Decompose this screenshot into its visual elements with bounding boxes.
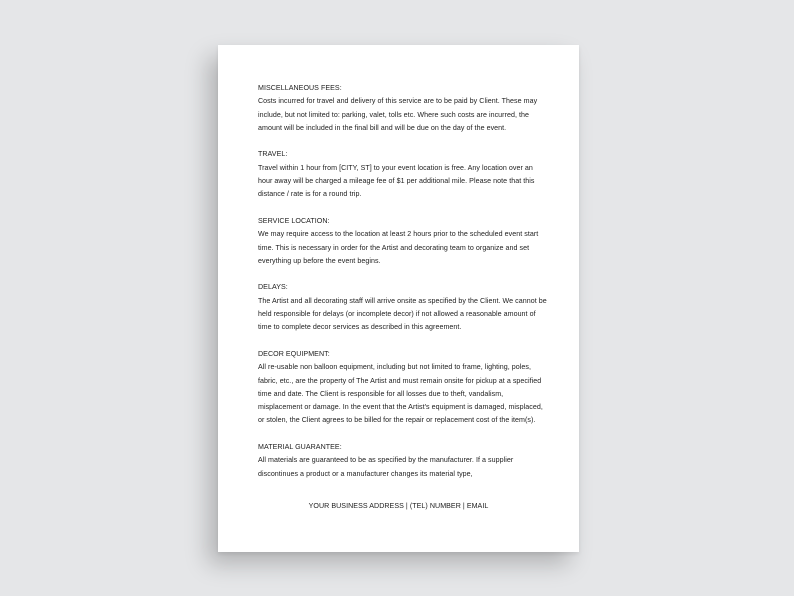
document-page <box>218 45 579 552</box>
section-line: All materials are guaranteed to be as specified by the manufacturer. If a supplier <box>258 456 514 465</box>
section-line: hour away will be charged a mileage fee of $1 per additional mile. Please note that this <box>258 177 535 186</box>
section-line: misplacement or damage. In the event that the Artist's equipment is damaged, misplaced, <box>258 403 543 412</box>
section-line: Costs incurred for travel and delivery of this service are to be paid by Client. These may <box>258 97 538 106</box>
section-line: time and date. The Client is responsible for all losses due to theft, vandalism, <box>258 389 504 398</box>
section-travel <box>258 148 548 201</box>
section-line: All re-usable non balloon equipment, including but not limited to frame, lighting, poles, <box>258 363 531 372</box>
section-decor-equipment <box>258 348 548 428</box>
section-line: time. This is necessary in order for the Artist and decorating team to organize and set <box>258 243 530 252</box>
section-line: We may require access to the location at least 2 hours prior to the scheduled event start <box>258 230 539 239</box>
document-footer: YOUR BUSINESS ADDRESS | (TEL) NUMBER | EMAIL <box>308 502 489 510</box>
section-line: everything up before the event begins. <box>258 256 381 265</box>
document-body <box>258 82 548 494</box>
section-line: include, but not limited to: parking, valet, tolls etc. Where such costs are incurred, the <box>258 110 530 119</box>
section-line: held responsible for delays (or incomplete decor) if not allowed a reasonable amount of <box>258 310 536 319</box>
section-title: MATERIAL GUARANTEE: <box>258 443 342 452</box>
section-title: SERVICE LOCATION: <box>258 216 330 225</box>
section-material-guarantee <box>258 441 548 481</box>
section-service-location <box>258 215 548 268</box>
section-line: discontinues a product or a manufacturer changes its material type, <box>258 469 473 478</box>
section-line: amount will be included in the final bill and will be due on the day of the event. <box>258 123 507 132</box>
section-title: TRAVEL: <box>258 150 288 159</box>
section-line: time to complete decor services as described in this agreement. <box>258 323 462 332</box>
section-line: distance / rate is for a round trip. <box>258 190 362 199</box>
section-line: Travel within 1 hour from [CITY, ST] to your event location is free. Any location over an <box>258 163 533 172</box>
section-delays <box>258 281 548 334</box>
section-line: or stolen, the Client agrees to be billed for the repair or replacement cost of the item(s). <box>258 416 536 425</box>
section-title: DECOR EQUIPMENT: <box>258 349 330 358</box>
section-miscellaneous-fees <box>258 82 548 135</box>
section-line: The Artist and all decorating staff will arrive onsite as specified by the Client. We cannot be <box>258 296 547 305</box>
section-title: DELAYS: <box>258 283 288 292</box>
section-line: fabric, etc., are the property of The Artist and must remain onsite for pickup at a specified <box>258 376 542 385</box>
section-title: MISCELLANEOUS FEES: <box>258 84 342 92</box>
